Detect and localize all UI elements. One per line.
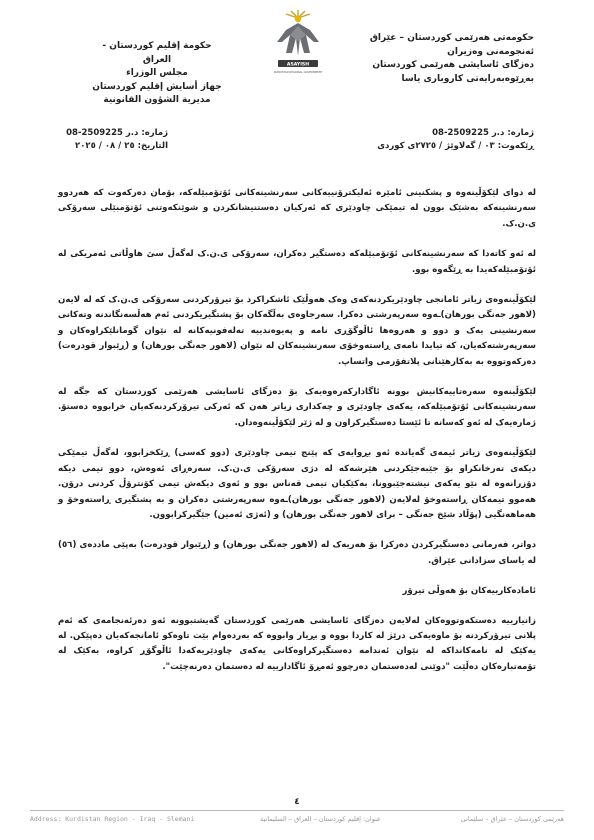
body-paragraph-3: لێکۆڵینەوەی زیاتر ئامانجی چاودێریکردنەکەی وەک هەوڵێک ئاشکراکرد بۆ تیرۆرکردنی سەرۆکی ی.ن.ک کە لە لایەن (لاهور جەنگی بورهان)ـەوە سەرپەرشتی دەکرا. سەرجاوەی بەڵگەکان بۆ پشتگیریکردنی ئەم هەڵسەنگاندنە وتەکانی سەرنشینی یەک و دوو و هەروەها ئاڵوگۆڕی نامە و پەیوەندییە تەلەفونیەکانە لە نێوان گومانلێکراوەکان و سەرپەرشتەکەیان، کە تیایدا نامەی ڕاستەوخۆی سەرنشینەکان لە نێوان (لاهور جەنگی بورهان) و (ڕێبوار قودرەت) دەرکەوتووە بە بەکارهێنانی پلاتفۆرمی واتساپ. (58, 295, 536, 367)
footer-address-kurdish: هەرێمی کوردستان – عێراق – سلێمانی (460, 815, 564, 823)
ref-date-label: ڕێکەوت: (497, 141, 534, 151)
emblem-label: ASAYISH (286, 62, 310, 68)
letterhead-arabic (92, 40, 222, 108)
letterhead-kurdish-line-3: دەزگای ئاسایشی هەرێمی کوردستان (372, 60, 534, 70)
footer-divider (30, 810, 564, 811)
ref-ar-date-value: ٢٥ / ٠٨ / ٢٠٢٥ (75, 141, 135, 151)
letterhead-arabic-line-3: جهاز أسايش إقليم كوردستان (92, 81, 222, 92)
krg-emblem-icon (266, 8, 330, 84)
letterhead-kurdish (364, 32, 534, 86)
ref-ar-number-value: د.ر 2509225-08 (66, 128, 139, 138)
footer-address-latin: Address: Kurdistan Region - Iraq - Slemani (30, 815, 195, 823)
letterhead-kurdish-line-2: ئەنجومەنی وەزیران (447, 46, 534, 57)
reference-kurdish (354, 127, 534, 153)
ref-number-value: د.ر 2509225-08 (432, 128, 505, 138)
body-paragraph-1: لە دوای لێکۆڵینەوە و پشکنینی ئامێرە ئەلیکترۆنییەکانی سەرنشینەکانی ئۆتۆمبێلەکە، بۆمان دەرکەوت کە هەردوو سەرنشینەکە بەشێک بوون لە تیمێکی چاودێری کە ئەرکیان دەستنیشانکردن و شوێنکەوتنی ئۆتۆمبێلی سەرۆکی ی.ن.ک. (58, 188, 536, 229)
body-paragraph-6: دواتر، فەرمانی دەستگیرکردن دەرکرا بۆ هەریەک لە (لاهور جەنگی بورهان) و (ڕێبوار قودرەت) بەپێی ماددەی (٥٦) لە یاسای سزادانی عێراق. (58, 540, 536, 566)
body-paragraph-5: لێکۆڵینەوەی زیاتر ئیمەی گەیاندە ئەو بڕوایەی کە پێنج تیمی چاودێری (دوو کەسی) ڕێکخرابوو، لەگەڵ تیمێکی دیکەی تەرخانکراو بۆ جێبەجێکردنی هێرشەکە لە دژی سەرۆکی ی.ن.ک. سەرەڕای ئەوەش، دوو تیمی دیکە دۆزرانەوە لە نێو یەکەی نیشتەجێبوونا، بەکێکیان تیمی قەناس بوو و ئەوی دیکەش تیمی کۆنترۆڵ کردنی درۆن. هەموو تیمەکان ڕاستەوخۆ لەلایەن (لاهور جەنگی بورهان)ـەوە سەرپەرشتی دەکران و بە پشتگیری ڕاستەوخۆ و هەماهەنگیی (پۆڵاد شێخ جەنگی – برای لاهور جەنگی بورهان) و (ئەژی ئەمین) جێگیرکرابوون. (58, 448, 536, 520)
ref-ar-date-label: التاريخ: (137, 141, 168, 151)
letterhead-arabic-line-2: مجلس الوزراء (126, 68, 188, 78)
ref-date-value: ٠٣ / گەلاوێژ / ٢٧٢٥ی کوردی (377, 141, 495, 151)
body-paragraph-7: زانیارییە دەستکەوتووەکان لەلایەن دەزگای ئاسایشی هەرێمی کوردستان گەیشتبوونە ئەو دەرئەنجامەی کە ئەم پلانی تیرۆرکردنە بۆ ماوەیەکی درێژ لە کاردا بووە و بڕیار وابووە کە بەردەوام بێت تاوەکو ئامانجەکەیان دەپێکن. لە یەکێک لە نامەکانداکە لە نێوان ئەندامە دەستگیرکراوەکانی یەکەی چاودێریەکەدا ئاڵوگۆڕ کراوە، بەکێک لە تۆمەتبارەکان دەڵێت "دوێنی لەدەستمان دەرچوو ئەمڕۆ ئاگادارییە لە دەستمان دەرنەچێت". (58, 615, 536, 672)
document-body (58, 186, 536, 690)
emblem-caption: KURDISTAN REGIONAL GOVERNMENT (273, 71, 323, 74)
page-number: ٤ (294, 797, 300, 807)
ref-ar-number-label: ژمارە: (141, 128, 168, 138)
body-paragraph-2: لە ئەو کاتەدا کە سەرنشینەکانی ئۆتۆمبێلەکە دەستگیر دەکران، سەرۆکی ی.ن.ک لەگەڵ سێ هاوڵاتی ئەمریکی لە ئۆتۆمبێلەکەیدا بە ڕێگەوە بوو. (58, 249, 536, 275)
body-paragraph-4: لێکۆڵینەوە سەرەتاییەکانیش بوونە ئاگاداركەرەوەیەک بۆ دەزگای ئاسایشی هەرێمی کوردستان کە جگە لە سەرنشینەکانی ئۆتۆمبێلەکە، یەکەی چاودێری و چەکداری زیاتر هەن کە ئەرکی تیرۆرکردنەکەیان خرابووە دەستۆ. ژمارەیەک لە ئەو کەسانە تا ئێستا دەستگیرکراون و لە ژێر لێکۆڵینەوەدان. (58, 387, 536, 428)
footer-address-arabic: عنوان: إقليم كوردستان – العراق – السليمانية (260, 815, 381, 823)
ref-number-label: ژمارە: (507, 128, 534, 138)
letterhead-arabic-line-1: حكومة إقليم كوردستان - العراق (102, 41, 212, 65)
reference-arabic (58, 127, 168, 153)
section-heading: ئامادەکارییەکان بۆ هەوڵی تیرۆر (402, 586, 536, 597)
letterhead-arabic-line-4: مديرية الشؤون القانونية (103, 95, 211, 105)
letterhead-kurdish-line-1: حکومەتی هەرێمی کوردستان – عێراق (369, 33, 534, 43)
letterhead-kurdish-line-4: بەڕێوەبەرایەتی کاروباری یاسا (401, 73, 534, 84)
